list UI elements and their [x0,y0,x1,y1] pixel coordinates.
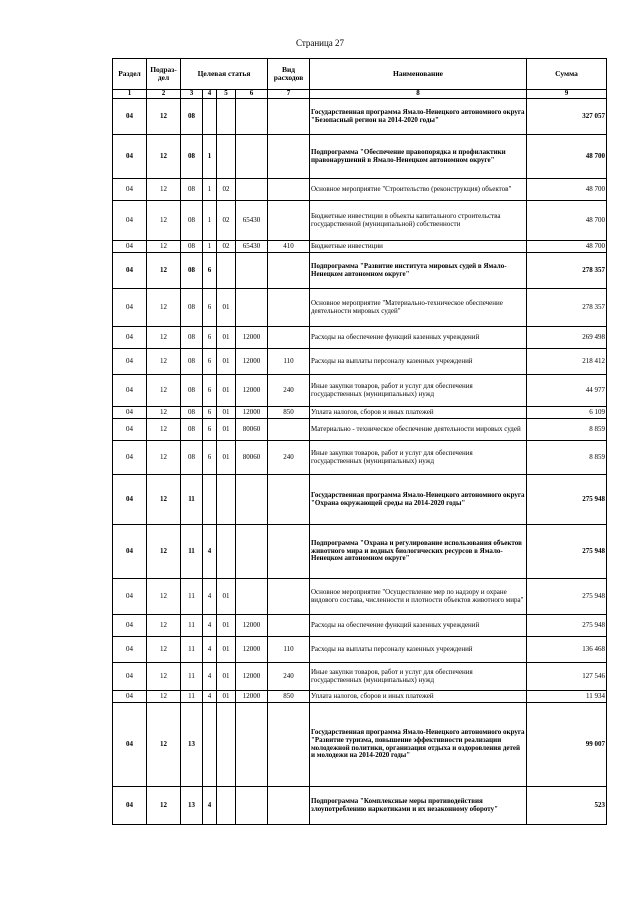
vid-cell [268,179,310,201]
column-number: 9 [527,90,607,99]
table-row [113,787,607,825]
name-cell: Подпрограмма "Комплексные меры противодействия злоупотреблению наркотиками и их незаконному обороту" [310,787,527,825]
vid-cell: 110 [268,349,310,375]
table-row [113,691,607,703]
target-3-cell: 02 [217,179,236,201]
razdel-cell: 04 [113,407,147,419]
table-row [113,241,607,253]
target-1-cell: 08 [181,289,203,327]
target-2-cell: 6 [203,375,217,407]
table-row [113,663,607,691]
target-4-cell [236,99,268,135]
razdel-cell: 04 [113,253,147,289]
target-1-cell: 08 [181,375,203,407]
vid-cell [268,615,310,637]
target-3-cell: 01 [217,579,236,615]
name-cell: Основное мероприятие "Материально-техническое обеспечение деятельности мировых судей" [310,289,527,327]
target-3-cell: 01 [217,615,236,637]
target-1-cell: 08 [181,179,203,201]
podrazdel-cell: 12 [147,253,181,289]
razdel-cell: 04 [113,375,147,407]
header-razdel: Раздел [113,59,147,90]
target-3-cell: 01 [217,327,236,349]
razdel-cell: 04 [113,703,147,787]
target-4-cell [236,179,268,201]
sum-cell: 269 498 [527,327,607,349]
target-3-cell: 01 [217,691,236,703]
table-row [113,615,607,637]
target-1-cell: 08 [181,441,203,475]
table-row [113,703,607,787]
target-4-cell: 12000 [236,691,268,703]
vid-cell: 850 [268,407,310,419]
target-4-cell: 65430 [236,241,268,253]
vid-cell [268,787,310,825]
name-cell: Материально - техническое обеспечение деятельности мировых судей [310,419,527,441]
razdel-cell: 04 [113,691,147,703]
column-number: 6 [236,90,268,99]
target-4-cell: 12000 [236,407,268,419]
table-row [113,407,607,419]
sum-cell: 136 468 [527,637,607,663]
table-row [113,441,607,475]
name-cell: Иные закупки товаров, работ и услуг для обеспечения государственных (муниципальных) нужд [310,663,527,691]
target-4-cell: 12000 [236,327,268,349]
vid-cell [268,475,310,525]
podrazdel-cell: 12 [147,787,181,825]
podrazdel-cell: 12 [147,637,181,663]
podrazdel-cell: 12 [147,375,181,407]
target-1-cell: 13 [181,787,203,825]
name-cell: Уплата налогов, сборов и иных платежей [310,691,527,703]
razdel-cell: 04 [113,201,147,241]
sum-cell: 6 109 [527,407,607,419]
column-number: 4 [203,90,217,99]
header-vid: Вид расходов [268,59,310,90]
sum-cell: 11 934 [527,691,607,703]
target-4-cell [236,135,268,179]
target-4-cell [236,475,268,525]
target-4-cell: 12000 [236,375,268,407]
target-1-cell: 11 [181,475,203,525]
razdel-cell: 04 [113,349,147,375]
vid-cell [268,201,310,241]
target-2-cell: 6 [203,419,217,441]
sum-cell: 48 700 [527,179,607,201]
target-2-cell: 4 [203,691,217,703]
podrazdel-cell: 12 [147,201,181,241]
target-3-cell: 01 [217,349,236,375]
table-row [113,201,607,241]
razdel-cell: 04 [113,525,147,579]
target-4-cell: 80060 [236,419,268,441]
vid-cell [268,703,310,787]
podrazdel-cell: 12 [147,99,181,135]
podrazdel-cell: 12 [147,691,181,703]
podrazdel-cell: 12 [147,475,181,525]
target-3-cell: 02 [217,201,236,241]
target-3-cell [217,525,236,579]
target-1-cell: 08 [181,201,203,241]
budget-table [112,58,607,825]
target-1-cell: 08 [181,349,203,375]
target-3-cell: 01 [217,375,236,407]
razdel-cell: 04 [113,419,147,441]
vid-cell [268,579,310,615]
name-cell: Иные закупки товаров, работ и услуг для обеспечения государственных (муниципальных) нужд [310,441,527,475]
target-1-cell: 08 [181,419,203,441]
target-4-cell: 12000 [236,349,268,375]
target-2-cell: 4 [203,787,217,825]
name-cell: Уплата налогов, сборов и иных платежей [310,407,527,419]
razdel-cell: 04 [113,615,147,637]
name-cell: Подпрограмма "Обеспечение правопорядка и профилактики правонарушений в Ямало-Ненецком автономном округе" [310,135,527,179]
target-4-cell: 12000 [236,663,268,691]
sum-cell: 275 948 [527,615,607,637]
razdel-cell: 04 [113,663,147,691]
target-1-cell: 11 [181,637,203,663]
header-name: Наименование [310,59,527,90]
vid-cell [268,99,310,135]
target-1-cell: 08 [181,253,203,289]
table-row [113,289,607,327]
target-3-cell: 01 [217,637,236,663]
header-target: Целевая статья [181,59,268,90]
table-row [113,579,607,615]
table-row [113,327,607,349]
name-cell: Расходы на выплаты персоналу казенных учреждений [310,637,527,663]
column-number-row [113,90,607,99]
podrazdel-cell: 12 [147,663,181,691]
vid-cell: 410 [268,241,310,253]
table-row [113,349,607,375]
page-label: Страница 27 [295,38,345,48]
vid-cell [268,135,310,179]
name-cell: Государственная программа Ямало-Ненецкого автономного округа "Развитие туризма, повышение эффективности реализации молодежной политики, организация отдыха и оздоровления детей и молодежи на 2014-2020 годы" [310,703,527,787]
target-1-cell: 08 [181,99,203,135]
target-1-cell: 08 [181,135,203,179]
name-cell: Государственная программа Ямало-Ненецкого автономного округа "Безопасный регион на 2014-2020 годы" [310,99,527,135]
vid-cell: 240 [268,663,310,691]
sum-cell: 275 948 [527,475,607,525]
target-3-cell [217,475,236,525]
target-2-cell: 1 [203,135,217,179]
target-3-cell [217,703,236,787]
podrazdel-cell: 12 [147,441,181,475]
target-4-cell [236,579,268,615]
razdel-cell: 04 [113,637,147,663]
target-3-cell: 01 [217,289,236,327]
vid-cell [268,253,310,289]
sum-cell: 275 948 [527,525,607,579]
vid-cell [268,327,310,349]
sum-cell: 218 412 [527,349,607,375]
vid-cell: 110 [268,637,310,663]
vid-cell [268,525,310,579]
razdel-cell: 04 [113,241,147,253]
table-row [113,253,607,289]
target-4-cell: 12000 [236,637,268,663]
table-body [113,99,607,825]
table-row [113,179,607,201]
razdel-cell: 04 [113,441,147,475]
target-4-cell [236,703,268,787]
target-4-cell [236,253,268,289]
sum-cell: 8 859 [527,419,607,441]
target-3-cell: 01 [217,441,236,475]
podrazdel-cell: 12 [147,703,181,787]
vid-cell: 240 [268,375,310,407]
column-number: 5 [217,90,236,99]
vid-cell [268,419,310,441]
razdel-cell: 04 [113,327,147,349]
target-1-cell: 08 [181,407,203,419]
table-row [113,99,607,135]
target-1-cell: 08 [181,327,203,349]
name-cell: Основное мероприятие "Осуществление мер по надзору и охране видового состава, численности и плотности объектов животного мира" [310,579,527,615]
sum-cell: 48 700 [527,201,607,241]
sum-cell: 99 007 [527,703,607,787]
target-2-cell: 1 [203,241,217,253]
name-cell: Государственная программа Ямало-Ненецкого автономного округа "Охрана окружающей среды на 2014-2020 годы" [310,475,527,525]
podrazdel-cell: 12 [147,615,181,637]
target-2-cell: 6 [203,349,217,375]
table-row [113,135,607,179]
podrazdel-cell: 12 [147,179,181,201]
target-4-cell [236,787,268,825]
table-row [113,637,607,663]
table-row [113,525,607,579]
target-2-cell [203,99,217,135]
podrazdel-cell: 12 [147,579,181,615]
header-sum: Сумма [527,59,607,90]
target-3-cell: 01 [217,663,236,691]
razdel-cell: 04 [113,475,147,525]
target-4-cell: 80060 [236,441,268,475]
podrazdel-cell: 12 [147,407,181,419]
target-1-cell: 11 [181,663,203,691]
razdel-cell: 04 [113,579,147,615]
target-2-cell: 4 [203,637,217,663]
sum-cell: 48 700 [527,135,607,179]
name-cell: Подпрограмма "Развитие института мировых судей в Ямало-Ненецком автономном округе" [310,253,527,289]
target-3-cell [217,99,236,135]
target-2-cell: 6 [203,327,217,349]
target-4-cell [236,525,268,579]
header-podrazdel: Подраз- дел [147,59,181,90]
podrazdel-cell: 12 [147,241,181,253]
target-2-cell: 6 [203,407,217,419]
sum-cell: 278 357 [527,253,607,289]
podrazdel-cell: 12 [147,349,181,375]
name-cell: Расходы на обеспечение функций казенных учреждений [310,615,527,637]
target-3-cell [217,135,236,179]
sum-cell: 8 859 [527,441,607,475]
podrazdel-cell: 12 [147,135,181,179]
vid-cell: 240 [268,441,310,475]
column-number: 1 [113,90,147,99]
target-1-cell: 11 [181,615,203,637]
column-number: 8 [310,90,527,99]
target-4-cell: 65430 [236,201,268,241]
name-cell: Подпрограмма "Охрана и регулирование использования объектов животного мира и водных биологических ресурсов в Ямало-Ненецком автономном округе" [310,525,527,579]
table-row [113,375,607,407]
target-1-cell: 11 [181,691,203,703]
razdel-cell: 04 [113,135,147,179]
target-3-cell: 02 [217,241,236,253]
sum-cell: 327 057 [527,99,607,135]
header-row [113,59,607,90]
name-cell: Бюджетные инвестиции [310,241,527,253]
target-2-cell [203,475,217,525]
target-1-cell: 08 [181,241,203,253]
sum-cell: 278 357 [527,289,607,327]
target-2-cell: 1 [203,201,217,241]
name-cell: Иные закупки товаров, работ и услуг для обеспечения государственных (муниципальных) нужд [310,375,527,407]
table-row [113,419,607,441]
target-2-cell: 4 [203,525,217,579]
sum-cell: 44 977 [527,375,607,407]
target-2-cell: 1 [203,179,217,201]
vid-cell [268,289,310,327]
target-2-cell: 6 [203,253,217,289]
vid-cell: 850 [268,691,310,703]
target-1-cell: 11 [181,525,203,579]
razdel-cell: 04 [113,99,147,135]
razdel-cell: 04 [113,179,147,201]
name-cell: Основное мероприятие "Строительство (реконструкция) объектов" [310,179,527,201]
target-1-cell: 13 [181,703,203,787]
podrazdel-cell: 12 [147,327,181,349]
sum-cell: 275 948 [527,579,607,615]
target-2-cell: 4 [203,663,217,691]
target-4-cell [236,289,268,327]
target-2-cell: 4 [203,615,217,637]
target-3-cell: 01 [217,419,236,441]
target-3-cell: 01 [217,407,236,419]
table-row [113,475,607,525]
target-3-cell [217,253,236,289]
column-number: 3 [181,90,203,99]
target-2-cell: 4 [203,579,217,615]
podrazdel-cell: 12 [147,419,181,441]
podrazdel-cell: 12 [147,289,181,327]
sum-cell: 48 700 [527,241,607,253]
name-cell: Расходы на обеспечение функций казенных учреждений [310,327,527,349]
sum-cell: 127 546 [527,663,607,691]
target-2-cell: 6 [203,441,217,475]
name-cell: Бюджетные инвестиции в объекты капитального строительства государственной (муниципальной) собственности [310,201,527,241]
target-4-cell: 12000 [236,615,268,637]
target-1-cell: 11 [181,579,203,615]
column-number: 7 [268,90,310,99]
razdel-cell: 04 [113,289,147,327]
name-cell: Расходы на выплаты персоналу казенных учреждений [310,349,527,375]
column-number: 2 [147,90,181,99]
sum-cell: 523 [527,787,607,825]
target-3-cell [217,787,236,825]
target-2-cell: 6 [203,289,217,327]
podrazdel-cell: 12 [147,525,181,579]
target-2-cell [203,703,217,787]
razdel-cell: 04 [113,787,147,825]
